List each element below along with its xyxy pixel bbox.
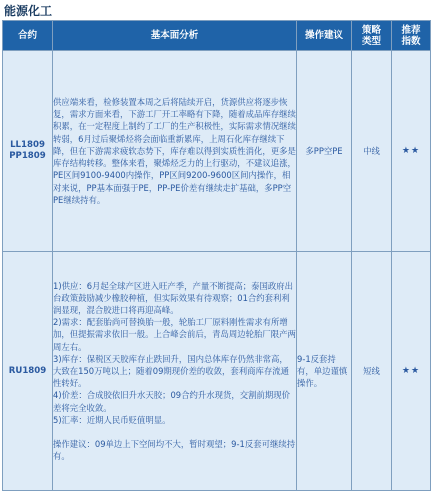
analysis-paragraph: 4)价差：合成胶依旧升水天胶；09合约升水现货，交割前期现价差将完全收敛。: [53, 390, 291, 413]
analysis-paragraph: 操作建议：09单边上下空间均不大，暂时观望；9-1反套可继续持有。: [53, 439, 296, 462]
advice-cell: 多PP空PE: [297, 51, 352, 252]
contract-code: RU1809: [8, 365, 47, 376]
section-title: 能源化工: [4, 4, 53, 18]
header-recommendation-text: 推荐指数: [401, 24, 421, 47]
header-recommendation: [392, 21, 431, 51]
analysis-paragraph: 3)库存：保税区天胶库存止跌回升，国内总体库存仍然非常高，大致在150万吨以上；随着09期现价差的收敛，套利商库存流通性转好。: [53, 353, 290, 389]
contract-code: PP1809: [9, 151, 46, 161]
rating-stars: ★★: [392, 252, 431, 491]
strategy-type-cell: 中线: [352, 51, 392, 252]
strategy-type-cell: 短线: [352, 252, 392, 491]
rating-stars: ★★: [392, 51, 431, 252]
analysis-paragraph: 5)汇率：近期人民币贬值明显。: [53, 414, 171, 425]
table-row: [3, 51, 431, 252]
table-row: [3, 252, 431, 491]
analysis-paragraph: 2)需求：配套胎尚可替换胎一般，轮胎工厂原料刚性需求有所增加，但提振需求依旧一般。上合峰会前后，青岛周边轮胎厂限产两周左右。: [53, 317, 296, 352]
analysis-cell: [53, 252, 297, 491]
analysis-paragraph: 供应端来看，检修装置本周之后将陆续开启，货源供应将逐步恢复，需求方面来看，下游工厂开工率略有下降，随着成品库存继续积累，在一定程度上制约了工厂的生产积极性，实际需求情况继续转弱，6月过后聚烯烃将会面临重新累库，上周石化库存继续下降，但在下游需求疲软态势下，库存难以得到实质性消化，更多是库存结构转移。整体来看，聚烯烃乏力的上行驱动，不建议追涨，PE区间9100-9400内操作，PP区间9200-9600区间内操作，相对来说，PP基本面强于PE，PP-PE价差有继续走扩基础，多PP空PE继续持有。: [53, 97, 296, 205]
contract-cell: [3, 51, 53, 252]
header-strategy-type-text: 策略类型: [361, 24, 381, 47]
header-advice: 操作建议: [297, 21, 352, 51]
table-header-row: [3, 21, 431, 51]
advice-cell: 9-1反套持有，单边谨慎操作。: [297, 252, 352, 491]
analysis-cell: [53, 51, 297, 252]
analysis-paragraph: 1)供应：6月起全球产区进入旺产季，产量不断提高；泰国政府出台政策鼓励减少橡胶种植，但实际效果有待观察；01合约套利利润显现，混合胶进口将再迎高峰。: [53, 280, 294, 315]
header-strategy-type: [352, 21, 392, 51]
header-contract: 合约: [3, 21, 53, 51]
header-analysis: 基本面分析: [53, 21, 297, 51]
contract-cell: [3, 252, 53, 491]
strategy-table: [2, 20, 431, 491]
contract-code: LL1809: [10, 140, 45, 150]
